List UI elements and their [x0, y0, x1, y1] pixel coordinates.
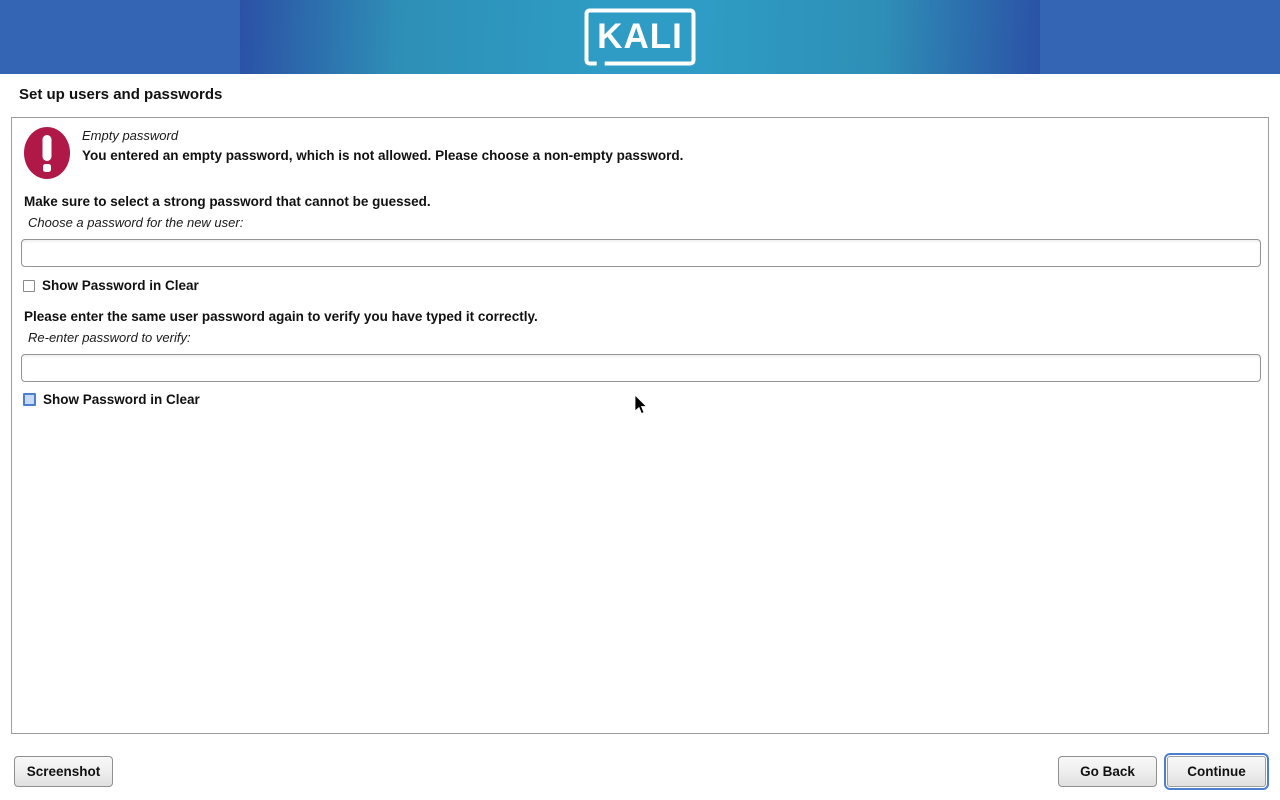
go-back-button[interactable]: Go Back — [1058, 756, 1157, 787]
continue-button[interactable]: Continue — [1167, 756, 1266, 787]
main-panel — [11, 117, 1269, 734]
password-section-heading: Make sure to select a strong password that cannot be guessed. — [24, 194, 431, 209]
kali-logo — [584, 8, 696, 66]
password-input[interactable] — [21, 239, 1261, 267]
screenshot-button[interactable]: Screenshot — [14, 756, 113, 787]
show-verify-password-label: Show Password in Clear — [43, 392, 200, 407]
show-password-label: Show Password in Clear — [42, 278, 199, 293]
continue-button-focus-ring — [1164, 753, 1269, 790]
show-password-checkbox[interactable] — [23, 280, 35, 292]
page-title: Set up users and passwords — [19, 86, 223, 103]
top-banner — [0, 0, 1280, 74]
show-verify-password-checkbox[interactable] — [23, 393, 36, 406]
show-verify-password-checkbox-row[interactable] — [23, 392, 200, 407]
verify-section-heading: Please enter the same user password again to verify you have typed it correctly. — [24, 309, 538, 324]
error-message: You entered an empty password, which is not allowed. Please choose a non-empty password. — [82, 148, 684, 163]
verify-password-input[interactable] — [21, 354, 1261, 382]
password-field-label: Choose a password for the new user: — [28, 215, 244, 230]
mouse-cursor-icon — [634, 394, 648, 416]
error-title: Empty password — [82, 128, 179, 143]
show-password-checkbox-row[interactable] — [23, 278, 199, 293]
kali-logo-text: KALI — [597, 17, 683, 56]
verify-field-label: Re-enter password to verify: — [28, 330, 191, 345]
error-exclamation-icon — [24, 127, 70, 179]
